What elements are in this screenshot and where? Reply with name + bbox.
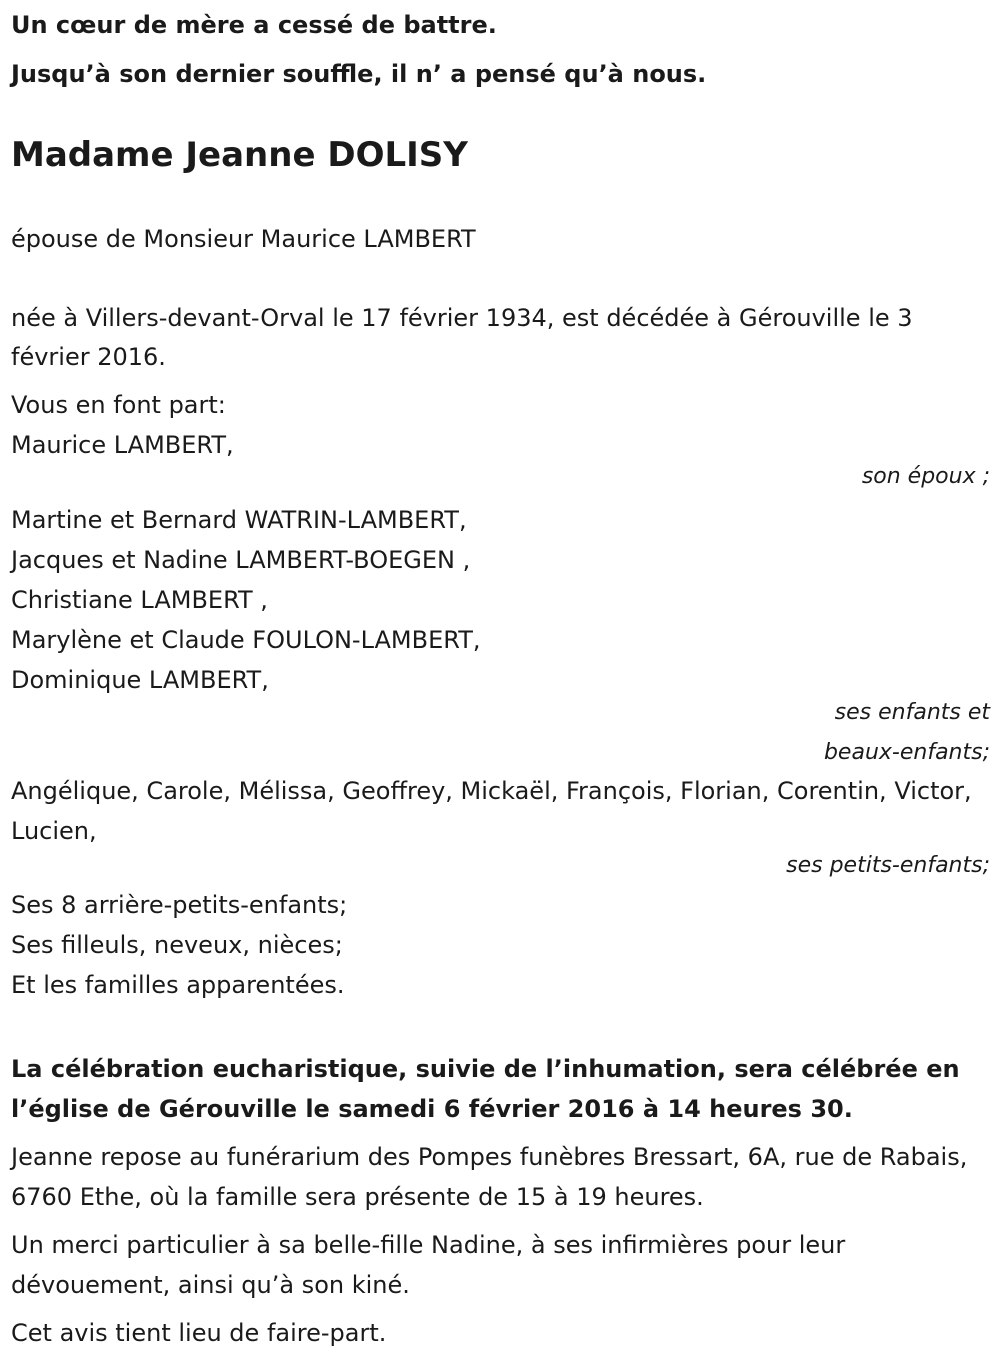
grandchildren-role-label: ses petits-enfants; [786,853,990,878]
thanks-message: Un merci particulier à sa belle-fille Nadine, à ses infirmières pour leur dévouement, ainsi qu’à son kiné. [11,1231,846,1299]
extended-family-list [11,885,990,1005]
obituary-notice [0,5,1000,1350]
mourner-name: Christiane LAMBERT , [11,586,268,614]
spouse-role-label: son époux ; [861,464,990,489]
funeral-home-details: Jeanne repose au funérarium des Pompes funèbres Bressart, 6A, rue de Rabais, 6760 Ethe, où la famille sera présente de 15 à 19 heures. [11,1143,968,1211]
mourner-name: Jacques et Nadine LAMBERT-BOEGEN , [11,546,471,574]
grandchildren-names: Angélique, Carole, Mélissa, Geoffrey, Mickaël, François, Florian, Corentin, Victor, Lucien, [11,777,972,845]
closing-statement: Cet avis tient lieu de faire-part. [11,1319,387,1347]
children-role-label [11,693,990,773]
intro-line-1: Un cœur de mère a cessé de battre. [11,11,497,39]
extended-family-line: Ses 8 arrière-petits-enfants; [11,891,348,919]
intro-line-2: Jusqu’à son dernier souffle, il n’ a pensé qu’à nous. [11,60,707,88]
mourner-name: Maurice LAMBERT, [11,431,234,459]
spouse-line: épouse de Monsieur Maurice LAMBERT [11,225,476,253]
ceremony-details: La célébration eucharistique, suivie de l’inhumation, sera célébrée en l’église de Gérouville le samedi 6 février 2016 à 14 heures 30. [11,1055,960,1123]
children-role-line-2: beaux-enfants; [823,740,990,765]
mourner-name: Marylène et Claude FOULON-LAMBERT, [11,626,481,654]
birth-death-statement: née à Villers-devant-Orval le 17 février 1934, est décédée à Gérouville le 3 février 2016. [11,304,913,371]
mourner-name: Martine et Bernard WATRIN-LAMBERT, [11,506,467,534]
children-role-line-1: ses enfants et [834,700,990,725]
children-mourner-list [11,500,990,700]
deceased-name: Madame Jeanne DOLISY [11,135,468,175]
announcement-intro: Vous en font part: [11,391,226,419]
mourner-name: Dominique LAMBERT, [11,666,269,694]
extended-family-line: Ses filleuls, neveux, nièces; [11,931,343,959]
extended-family-line: Et les familles apparentées. [11,971,345,999]
